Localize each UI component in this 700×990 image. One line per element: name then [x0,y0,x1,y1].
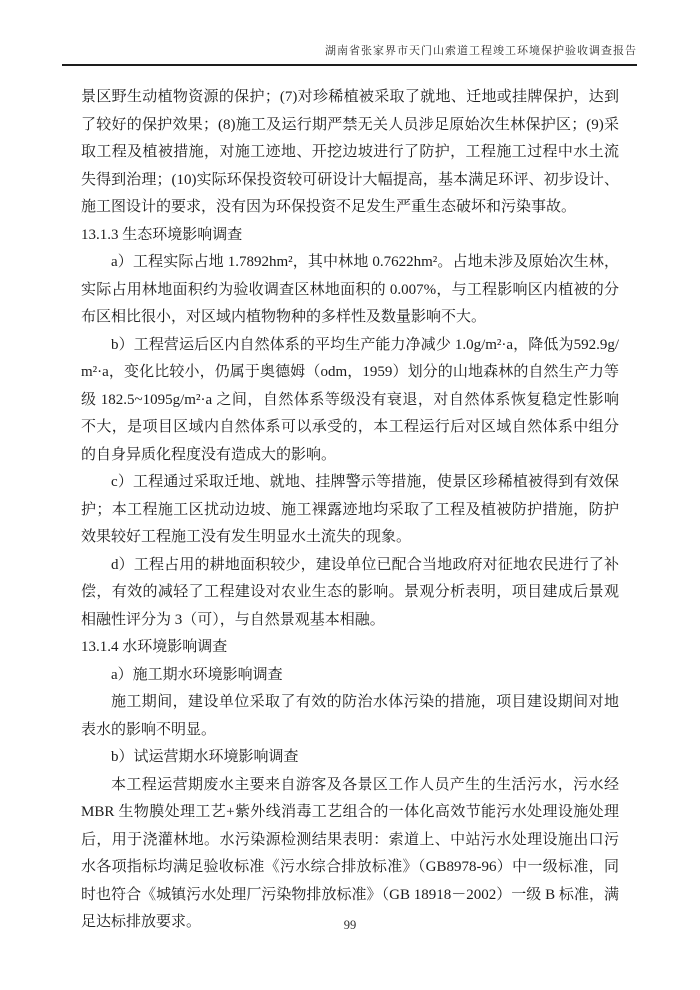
paragraph-ecology-item-b: b）工程营运后区内自然体系的平均生产能力净减少 1.0g/m²·a，降低为592.9g/m²·a，变化比较小，仍属于奥德姆（odm，1959）划分的山地森林的自然生产力等级 182.5~1095g/m²·a 之间，自然体系等级没有衰退，对自然体系恢复稳定性影响不大，是项目区域内自然体系可以承受的，本工程运行后对区域自然体系中组分的自身异质化程度没有造成大的影响。 [81,336,619,463]
paragraph-ecology-item-d: d）工程占用的耕地面积较少，建设单位已配合当地政府对征地农民进行了补偿，有效的减轻了工程建设对农业生态的影响。景观分析表明，项目建成后景观相融性评分为 3（可），与自然景观基本相融。 [81,556,619,628]
paragraph-continued-conclusions: 景区野生动植物资源的保护；(7)对珍稀植被采取了就地、迁地或挂牌保护，达到了较好的保护效果；(8)施工及运行期严禁无关人员涉足原始次生林保护区；(9)采取工程及植被措施，对施工迹地、开挖边坡进行了防护，工程施工过程中水土流失得到治理；(10)实际环保投资较可研设计大幅提高，基本满足环评、初步设计、施工图设计的要求，没有因为环保投资不足发生严重生态破坏和污染事故。 [81,89,619,215]
header-divider-rule [62,64,637,66]
paragraph-ecology-item-a: a）工程实际占地 1.7892hm²，其中林地 0.7622hm²。占地未涉及原始次生林，实际占用林地面积约为验收调查区林地面积的 0.007%，与工程影响区内植被的分布区相比很小，对区域内植物物种的多样性及数量影响不大。 [81,254,619,325]
paragraph-water-construction-period: 施工期间，建设单位采取了有效的防治水体污染的措施，项目建设期间对地表水的影响不明显。 [81,694,619,738]
page-number: 99 [343,918,357,932]
paragraph-water-trial-operation: 本工程运营期废水主要来自游客及各景区工作人员产生的生活污水，污水经MBR 生物膜处理工艺+紫外线消毒工艺组合的一体化高效节能污水处理设施处理后，用于浇灌林地。水污染源检测结果表明：索道上、中站污水处理设施出口污水各项指标均满足验收标准《污水综合排放标准》（GB8978-96）中一级标准，同时也符合《城镇污水处理厂污染物排放标准》（GB 18918－2002）一级 B 标准，满足达标排放要求。 [81,776,619,930]
subheading-water-construction-period: a）施工期水环境影响调查 [111,666,283,683]
section-heading-13-1-4: 13.1.4 水环境影响调查 [81,639,228,655]
running-header: 湖南省张家界市天门山索道工程竣工环境保护验收调查报告 [325,45,637,57]
subheading-water-trial-operation: b）试运营期水环境影响调查 [111,749,299,765]
page-body [81,84,619,937]
section-heading-13-1-3: 13.1.3 生态环境影响调查 [81,226,243,243]
paragraph-ecology-item-c: c）工程通过采取迁地、就地、挂牌警示等措施，使景区珍稀植被得到有效保护；本工程施工区扰动边坡、施工裸露迹地均采取了工程及植被防护措施，防护效果较好工程施工没有发生明显水土流失的现象。 [81,474,619,545]
